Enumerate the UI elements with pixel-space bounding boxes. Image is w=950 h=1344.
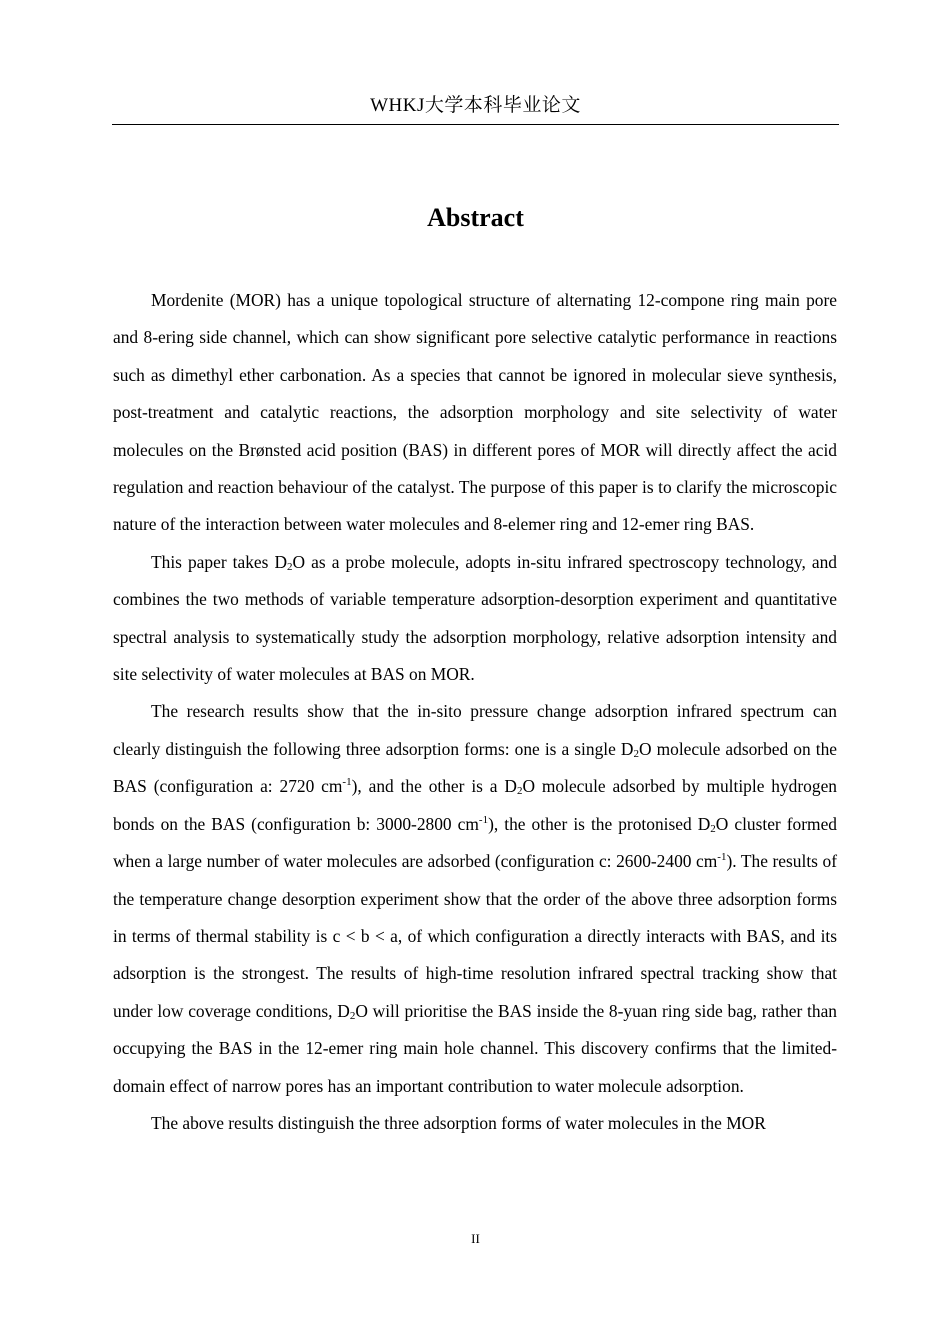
header-rule bbox=[112, 124, 839, 125]
superscript: -1 bbox=[478, 813, 489, 826]
text-run: ), and the other is a D bbox=[351, 776, 517, 797]
paragraph-4: The above results distinguish the three adsorption forms of water molecules in the MOR bbox=[151, 1112, 766, 1133]
subscript: 2 bbox=[287, 560, 293, 573]
superscript: -1 bbox=[717, 851, 727, 864]
abstract-title: Abstract bbox=[427, 203, 524, 232]
subscript: 2 bbox=[633, 747, 639, 760]
running-header: WHKJ大学本科毕业论文 bbox=[370, 95, 581, 116]
text-run: O molecule adsorbed on the BAS (configuration a: 2720 cm bbox=[113, 738, 837, 797]
text-run: This paper takes D bbox=[151, 551, 288, 572]
superscript: -1 bbox=[342, 776, 352, 789]
subscript: 2 bbox=[349, 1009, 356, 1022]
text-run: O cluster formed when a large number of water molecules are adsorbed (configuration c: 2600-2400 cm bbox=[113, 813, 837, 872]
text-run: O will prioritise the BAS inside the 8-yuan ring side bag, rather than occupying the BAS in the 12-emer ring main hole channel. This discovery confirms that the limited-domain effect of narrow pores has an important contribution to water molecule adsorption. bbox=[113, 1000, 837, 1096]
text-run: O as a probe molecule, adopts in-situ infrared spectroscopy technology, and combines the two methods of variable temperature adsorption-desorption experiment and quantitative spectral analysis to systematically study the adsorption morphology, relative adsorption intensity and site selectivity of water molecules at BAS on MOR. bbox=[113, 551, 837, 685]
text-run: The research results show that the in-sito pressure change adsorption infrared spectrum can clearly distinguish the following three adsorption forms: one is a single D bbox=[113, 701, 837, 759]
page-number: II bbox=[471, 1231, 480, 1246]
subscript: 2 bbox=[516, 785, 523, 798]
text-run: ). The results of the temperature change desorption experiment show that the order of the above three adsorption forms in terms of thermal stability is c < b < a, of which configuration a directly interacts with BAS, and its adsorption is the strongest. The results of high-time resolution infrared spectral tracking show that under low coverage conditions, D bbox=[113, 851, 837, 1021]
text-run: O molecule adsorbed by multiple hydrogen bonds on the BAS (configuration b: 3000-2800 cm bbox=[113, 776, 837, 834]
paragraph-2 bbox=[113, 544, 837, 694]
paragraph-3 bbox=[113, 693, 837, 1104]
text-run: ), the other is the protonised D bbox=[488, 813, 711, 834]
paragraph-1: Mordenite (MOR) has a unique topological structure of alternating 12-compone ring main pore and 8-ering side channel, which can show significant pore selective catalytic performance in reactions such as dimethyl ether carbonation. As a species that cannot be ignored in molecular sieve synthesis, post-treatment and catalytic reactions, the adsorption morphology and site selectivity of water molecules on the Brønsted acid position (BAS) in different pores of MOR will directly affect the acid regulation and reaction behaviour of the catalyst. The purpose of this paper is to clarify the microscopic nature of the interaction between water molecules and 8-elemer ring and 12-emer ring BAS. bbox=[113, 290, 837, 535]
abstract-body bbox=[113, 282, 837, 1142]
subscript: 2 bbox=[710, 822, 716, 835]
